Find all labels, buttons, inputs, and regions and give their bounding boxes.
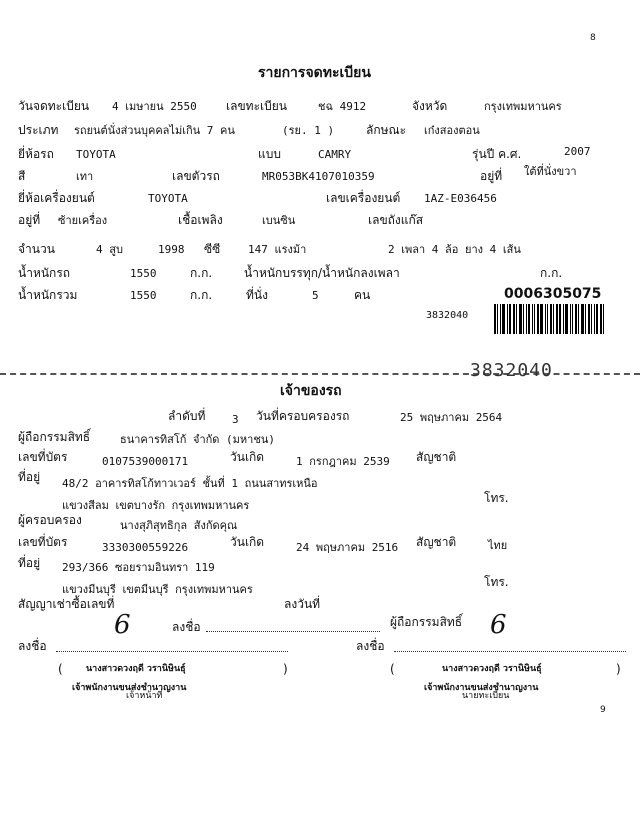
barcode-bar (547, 304, 548, 334)
possess-date-value: 25 พฤษภาคม 2564 (400, 411, 503, 424)
chassis-label: เลขตัวรถ (172, 169, 220, 183)
barcode-bar (570, 304, 571, 334)
province-label: จังหวัด (412, 99, 448, 113)
barcode-bar (553, 304, 554, 334)
barcode-bar (494, 304, 496, 334)
seq-value: 3 (232, 413, 239, 426)
handwritten-mark-right: 6 (490, 610, 507, 640)
seats-label: ที่นั่ง (246, 288, 268, 302)
possess-date-label: วันที่ครอบครองรถ (256, 409, 350, 423)
style-value: เก๋งสองตอน (424, 124, 480, 137)
plate-label: เลขทะเบียน (226, 99, 287, 113)
officer-role-left: เจ้าพนักงานขนส่งชำนาญงาน (72, 683, 187, 693)
plate-value: ชฉ 4912 (318, 100, 367, 113)
engine-location-value: ซ้ายเครื่อง (58, 214, 108, 227)
birth-value: 1 กรกฎาคม 2539 (296, 455, 390, 468)
year-value: 2007 (564, 145, 591, 158)
barcode-bar (513, 304, 515, 334)
signature-line-left (56, 650, 288, 652)
reg-date-label: วันจดทะเบียน (18, 99, 90, 113)
barcode-bar (585, 304, 586, 334)
barcode-bar (500, 304, 501, 334)
page-number-bottom: 9 (600, 705, 606, 715)
color-label: สี (18, 169, 26, 183)
barcode-bar (603, 304, 604, 334)
engine-brand-value: TOYOTA (148, 192, 188, 205)
barcode-bar (534, 304, 535, 334)
barcode-bar (575, 304, 577, 334)
sign-label-right: ลงชื่อ (356, 639, 385, 653)
signature-line-top (206, 630, 380, 632)
model-value: CAMRY (318, 148, 352, 161)
card2-value: 3330300559226 (102, 541, 189, 554)
barcode-bar (545, 304, 546, 334)
nationality2-value: ไทย (488, 539, 508, 552)
barcode-bar (563, 304, 564, 334)
barcode-bar (556, 304, 558, 334)
birth-label: วันเกิด (230, 450, 265, 464)
registration-title: รายการจดทะเบียน (258, 65, 371, 81)
seats-unit: คน (354, 288, 371, 302)
chassis-location-value: ใต้ที่นั่งขวา (524, 165, 577, 178)
paren-right-close: ) (616, 662, 621, 676)
holder-value: ธนาคารทิสโก้ จำกัด (มหาชน) (120, 433, 275, 446)
model-label: แบบ (258, 147, 281, 161)
barcode-bar (540, 304, 543, 334)
barcode-bar (588, 304, 590, 334)
lease-date-label: ลงวันที่ (284, 597, 321, 611)
reg-date-value: 4 เมษายน 2550 (112, 100, 197, 113)
address-label: ที่อยู่ (18, 470, 41, 484)
gross-unit: ก.ก. (190, 288, 213, 302)
possessor-label: ผู้ครอบครอง (18, 513, 82, 527)
card-label: เลขที่บัตร (18, 450, 68, 464)
officer-role-right: เจ้าพนักงานขนส่งชำนาญงาน (424, 683, 539, 693)
fuel-label: เชื้อเพลิง (178, 213, 223, 227)
seats-value: 5 (312, 289, 319, 302)
engine-location-label: อยู่ที่ (18, 213, 41, 227)
type-label: ประเภท (18, 123, 59, 137)
horsepower-value: 147 แรงม้า (248, 243, 307, 256)
barcode-bar (578, 304, 579, 334)
handwritten-mark-left: 6 (114, 610, 131, 640)
barcode-bar (507, 304, 508, 334)
tank-label: เลขถังแก๊ส (368, 213, 424, 227)
barcode-bar (537, 304, 539, 334)
cc-value: 1998 (158, 243, 185, 256)
sign-label-left: ลงชื่อ (18, 639, 47, 653)
page-number-top: 8 (590, 33, 596, 43)
holder-label: ผู้ถือกรรมสิทธิ์ (18, 430, 91, 444)
engine-brand-label: ยี่ห้อเครื่องยนต์ (18, 191, 95, 205)
barcode-bar (572, 304, 573, 334)
gross-value: 1550 (130, 289, 157, 302)
lease-label: สัญญาเช่าซื้อเลขที่ (18, 597, 115, 611)
fuel-value: เบนซิน (262, 214, 296, 227)
cut-number: 3832040 (470, 360, 553, 381)
axles-value: 2 เพลา 4 ล้อ ยาง 4 เส้น (388, 243, 521, 256)
paren-left-open: ( (58, 662, 63, 676)
barcode-bar (532, 304, 533, 334)
holder-sign-label: ผู้ถือกรรมสิทธิ์ (390, 615, 463, 629)
barcode-bar (497, 304, 498, 334)
document-number: 3832040 (426, 310, 469, 321)
barcode-bar (591, 304, 592, 334)
barcode-bar (528, 304, 530, 334)
officer-title-left: เจ้าหน้าที่ (126, 691, 163, 701)
gross-label: น้ำหนักรวม (18, 288, 78, 302)
barcode-bar (594, 304, 595, 334)
officer-name-right: นางสาวดวงฤดี วรานิษินธุ์ (442, 664, 542, 674)
province-value: กรุงเทพมหานคร (484, 100, 562, 113)
load-label: น้ำหนักบรรทุก/น้ำหนักลงเพลา (244, 266, 400, 280)
address-line-1: 48/2 อาคารทิสโก้ทาวเวอร์ ชั้นที่ 1 ถนนสาทรเหนือ (62, 477, 318, 490)
card-value: 0107539000171 (102, 455, 189, 468)
barcode-bar (502, 304, 505, 334)
barcode (494, 304, 606, 334)
birth2-label: วันเกิด (230, 535, 265, 549)
sign-label-top: ลงชื่อ (172, 620, 201, 634)
weight-unit: ก.ก. (190, 266, 213, 280)
cylinders-value: 4 สูบ (96, 243, 123, 256)
barcode-bar (596, 304, 598, 334)
chassis-value: MR053BK4107010359 (262, 170, 375, 183)
color-value: เทา (76, 170, 94, 183)
tel-label: โทร. (484, 491, 509, 505)
birth2-value: 24 พฤษภาคม 2516 (296, 541, 399, 554)
barcode-bar (516, 304, 517, 334)
nationality2-label: สัญชาติ (416, 535, 457, 549)
barcode-number: 0006305075 (504, 286, 602, 302)
barcode-bar (519, 304, 522, 334)
card2-label: เลขที่บัตร (18, 535, 68, 549)
signature-line-right (394, 650, 626, 652)
owner-title: เจ้าของรถ (280, 383, 342, 399)
address2-label: ที่อยู่ (18, 556, 41, 570)
barcode-bar (526, 304, 527, 334)
barcode-bar (509, 304, 511, 334)
barcode-bar (559, 304, 561, 334)
engine-no-value: 1AZ-E036456 (424, 192, 497, 205)
address-line-2: แขวงสีลม เขตบางรัก กรุงเทพมหานคร (62, 499, 250, 512)
type-value: รถยนต์นั่งส่วนบุคคลไม่เกิน 7 คน (74, 124, 235, 137)
barcode-bar (581, 304, 584, 334)
cc-unit: ซีซี (204, 242, 221, 256)
officer-title-right: นายทะเบียน (462, 691, 510, 701)
tel2-label: โทร. (484, 575, 509, 589)
officer-name-left: นางสาวดวงฤดี วรานิษินธุ์ (86, 664, 186, 674)
barcode-bar (565, 304, 568, 334)
rs-value: (รย. 1 ) (282, 124, 335, 137)
nationality-label: สัญชาติ (416, 450, 457, 464)
address2-line-1: 293/366 ซอยรามอินทรา 119 (62, 561, 215, 574)
paren-right-open: ( (390, 662, 395, 676)
barcode-bar (550, 304, 552, 334)
weight-value: 1550 (130, 267, 157, 280)
engine-no-label: เลขเครื่องยนต์ (326, 191, 401, 205)
seq-label: ลำดับที่ (168, 409, 206, 423)
brand-value: TOYOTA (76, 148, 116, 161)
brand-label: ยี่ห้อรถ (18, 147, 54, 161)
count-label: จำนวน (18, 242, 55, 256)
paren-left-close: ) (283, 662, 288, 676)
possessor-value: นางสุภิสุทธิกุล สังกัดคุณ (120, 519, 238, 532)
address2-line-2: แขวงมีนบุรี เขตมีนบุรี กรุงเทพมหานคร (62, 583, 253, 596)
year-label: รุ่นปี ค.ศ. (472, 147, 522, 161)
chassis-location-label: อยู่ที่ (480, 169, 503, 183)
weight-label: น้ำหนักรถ (18, 266, 71, 280)
style-label: ลักษณะ (366, 123, 407, 137)
barcode-bar (523, 304, 524, 334)
barcode-bar (600, 304, 602, 334)
load-unit: ก.ก. (540, 266, 563, 280)
